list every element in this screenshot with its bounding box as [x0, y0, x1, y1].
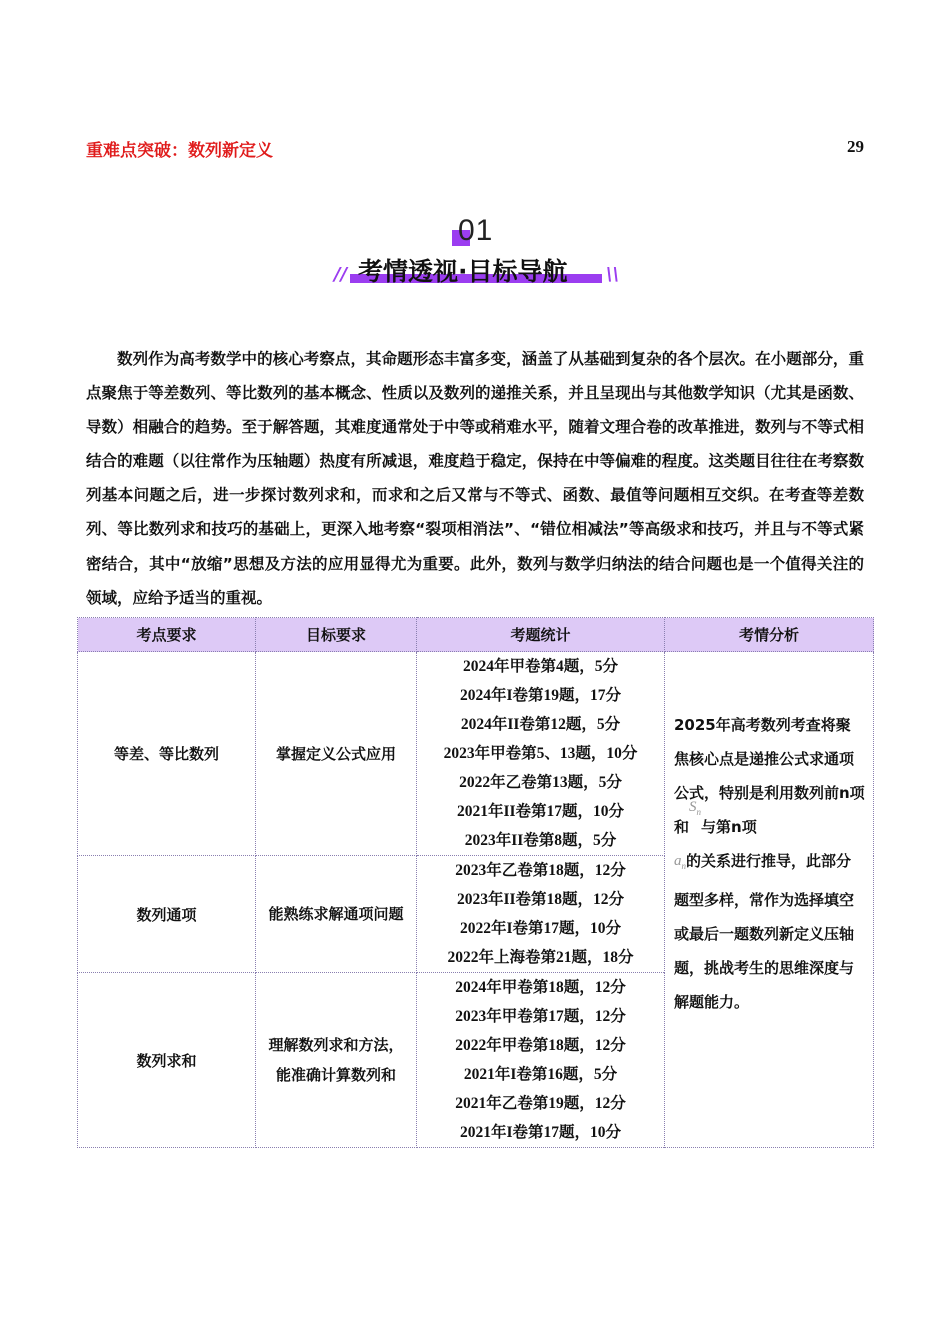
cell-analysis	[665, 652, 874, 1148]
stat-line: 2024年甲卷第4题，5分	[462, 658, 618, 675]
section-title: 考情透视·目标导航	[358, 257, 568, 286]
stat-line: 2024年II卷第12题，5分	[460, 716, 621, 733]
header-point: 考点要求	[78, 618, 256, 652]
stat-line: 2022年I卷第17题，10分	[459, 920, 622, 937]
stat-line: 2023年甲卷第5、13题，10分	[443, 745, 638, 762]
header-analysis: 考情分析	[665, 618, 874, 652]
header-goal: 目标要求	[256, 618, 417, 652]
cell-point: 等差、等比数列	[78, 652, 256, 856]
cell-point: 数列求和	[78, 973, 256, 1148]
analysis-part-1: 2025年高考数列考查将聚焦核心点是递推公式求通项公式，特别是利用数列前n项和	[674, 716, 865, 836]
cell-point: 数列通项	[78, 856, 256, 973]
cell-stats	[417, 652, 665, 856]
stat-line: 2023年乙卷第18题，12分	[455, 862, 626, 879]
table-header-row	[78, 618, 874, 652]
stat-line: 2022年上海卷第21题，18分	[447, 949, 634, 966]
cell-goal: 能熟练求解通项问题	[256, 856, 417, 973]
section-number: 01	[458, 214, 494, 247]
slash-deco-right: \\	[606, 264, 620, 285]
cell-goal: 掌握定义公式应用	[256, 652, 417, 856]
stat-line: 2021年II卷第17题，10分	[456, 803, 625, 820]
page-number: 29	[847, 137, 864, 156]
analysis-part-3: 的关系进行推导，此部分题型多样，常作为选择填空或最后一题数列新定义压轴题，挑战考生的思维深度与解题能力。	[674, 852, 855, 1011]
cell-stats	[417, 856, 665, 973]
math-a-n: $a_n$	[674, 853, 686, 871]
stat-line: 2023年II卷第8题，5分	[464, 832, 617, 849]
stat-line: 2021年I卷第16题，5分	[463, 1066, 618, 1083]
header-title: 重难点突破：数列新定义	[86, 141, 273, 161]
stat-line: 2021年I卷第17题，10分	[459, 1124, 622, 1141]
stat-line: 2022年甲卷第18题，12分	[455, 1037, 626, 1054]
stat-line: 2022年乙卷第13题，5分	[459, 774, 622, 791]
stat-line: 2023年甲卷第17题，12分	[455, 1008, 626, 1025]
cell-stats	[417, 973, 665, 1148]
analysis-text	[674, 708, 865, 1019]
header-stats: 考题统计	[417, 618, 665, 652]
math-s-n: $S_n$	[689, 799, 702, 817]
exam-analysis-table	[77, 617, 874, 1148]
stat-line: 2023年II卷第18题，12分	[456, 891, 625, 908]
cell-goal: 理解数列求和方法，能准确计算数列和	[256, 973, 417, 1148]
slash-deco-left: //	[334, 264, 348, 285]
stat-line: 2024年I卷第19题，17分	[459, 687, 622, 704]
stat-line: 2021年乙卷第19题，12分	[455, 1095, 626, 1112]
stat-line: 2024年甲卷第18题，12分	[455, 979, 626, 996]
intro-paragraph: 数列作为高考数学中的核心考察点，其命题形态丰富多变，涵盖了从基础到复杂的各个层次。在小题部分，重点聚焦于等差数列、等比数列的基本概念、性质以及数列的递推关系，并且呈现出与其他数学知识（尤其是函数、导数）相融合的趋势。至于解答题，其难度通常处于中等或稍难水平，随着文理合卷的改革推进，数列与不等式相结合的难题（以往常作为压轴题）热度有所减退，难度趋于稳定，保持在中等偏难的程度。这类题目往往在考察数列基本问题之后，进一步探讨数列求和，而求和之后又常与不等式、函数、最值等问题相互交织。在考查等差数列、等比数列求和技巧的基础上，更深入地考察“裂项相消法”、“错位相减法”等高级求和技巧，并且与不等式紧密结合，其中“放缩”思想及方法的应用显得尤为重要。此外，数列与数学归纳法的结合问题也是一个值得关注的领域，应给予适当的重视。	[86, 350, 864, 607]
table-row	[78, 652, 874, 856]
analysis-part-2: 与第n项	[701, 818, 757, 836]
section-heading	[0, 212, 950, 292]
